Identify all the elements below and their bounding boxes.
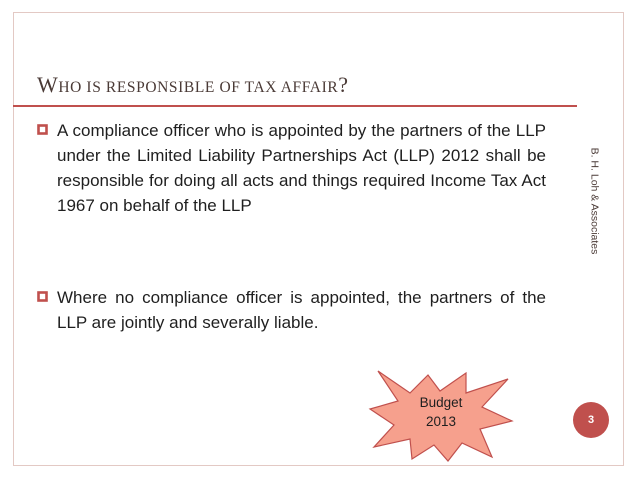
bullet-text-2: Where no compliance officer is appointed, the partners of the LLP are jointly and severally liable. — [57, 288, 546, 332]
hollow-square-bullet-icon — [37, 124, 48, 135]
hollow-square-bullet-icon — [37, 291, 48, 302]
title-first-letter: W — [37, 72, 59, 97]
bullet-text-1: A compliance officer who is appointed by the partners of the LLP under the Limited Liability Partnerships Act (LLP) 2012 shall be responsible for doing all acts and things required Income Tax Act 1967 on behalf of the LLP — [57, 121, 546, 215]
title-text: HO IS RESPONSIBLE OF TAX AFFAIR — [58, 79, 339, 96]
side-credit — [579, 126, 609, 276]
slide-title — [37, 72, 349, 98]
page-number: 3 — [587, 414, 595, 426]
title-underline — [13, 105, 577, 107]
side-credit-text: B. H. Loh & Associates — [588, 147, 600, 255]
callout-line-1: Budget — [419, 395, 463, 410]
page-number-badge — [573, 402, 609, 438]
title-question-mark: ? — [338, 72, 349, 97]
callout-line-2: 2013 — [425, 414, 457, 429]
budget-callout — [398, 393, 484, 431]
